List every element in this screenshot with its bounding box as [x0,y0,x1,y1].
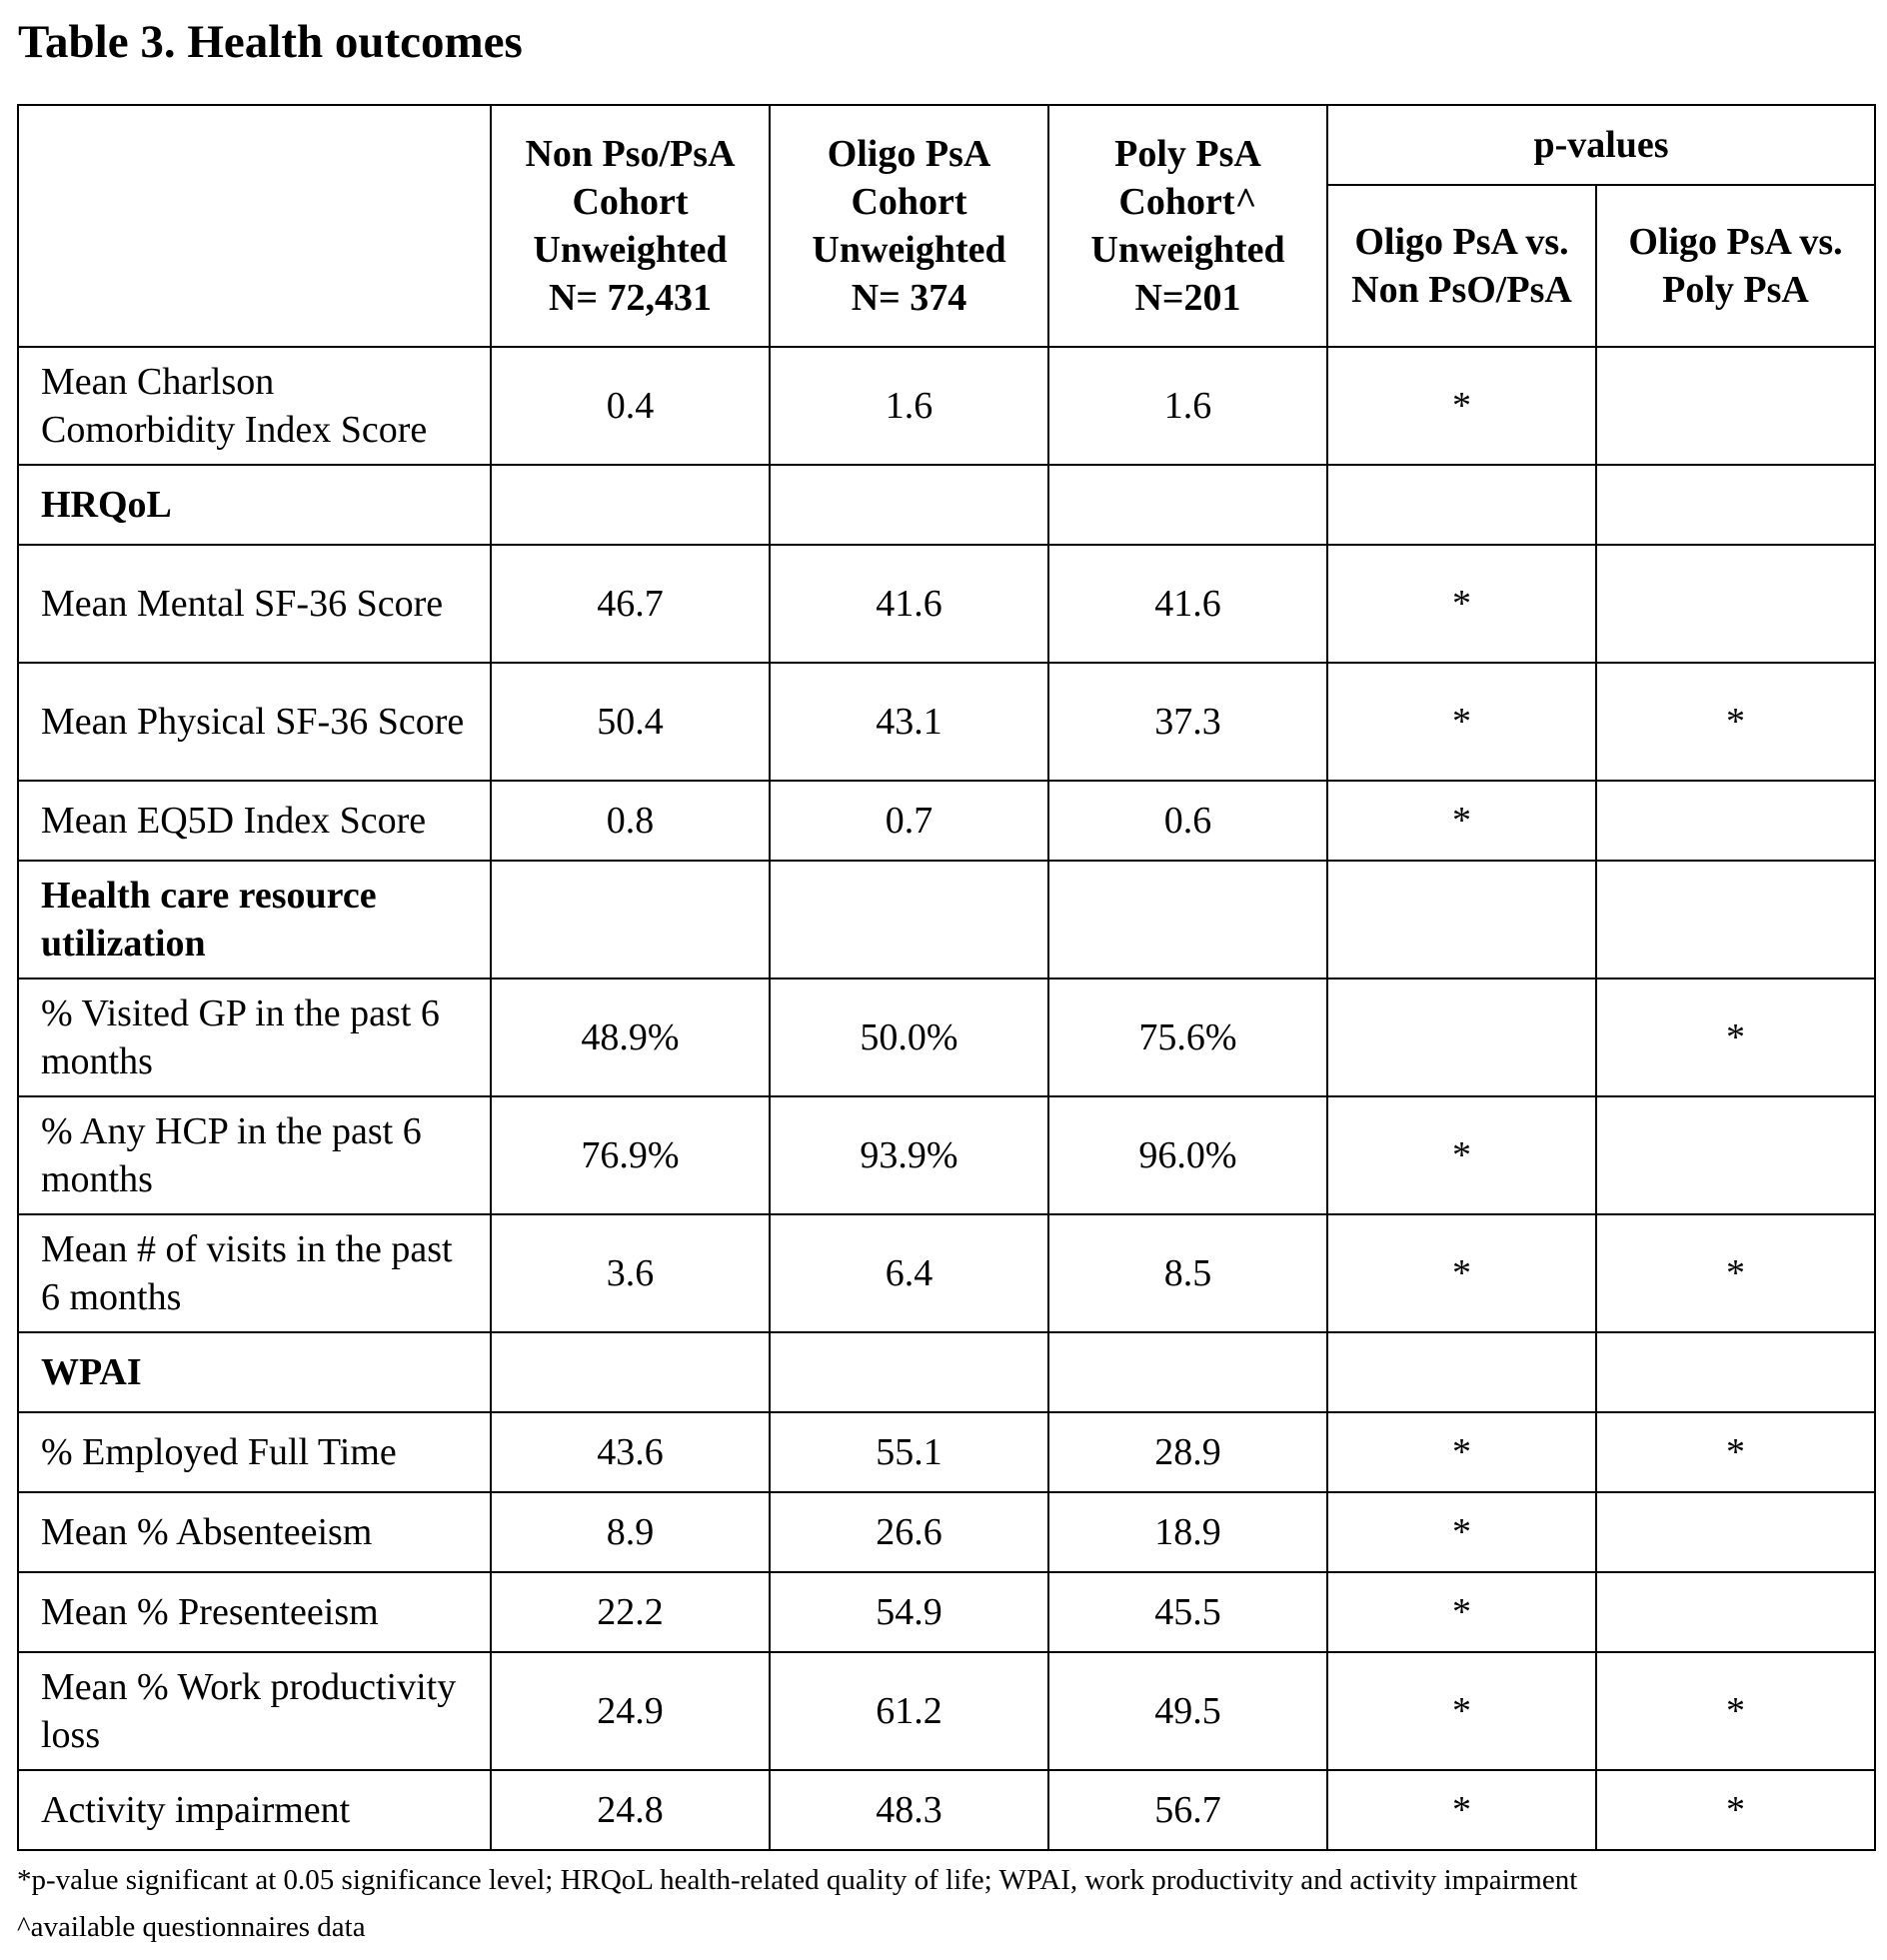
value-poly-psa: 8.5 [1048,1214,1327,1332]
value-oligo-psa: 43.1 [770,663,1048,781]
value-poly-psa: 1.6 [1048,347,1327,465]
p-oligo-vs-poly [1596,861,1875,979]
p-oligo-vs-poly: * [1596,979,1875,1096]
p-oligo-vs-non: * [1327,545,1596,663]
value-poly-psa: 41.6 [1048,545,1327,663]
p-oligo-vs-non: * [1327,1652,1596,1770]
value-non-pso-psa: 3.6 [491,1214,770,1332]
p-oligo-vs-non [1327,861,1596,979]
value-non-pso-psa: 48.9% [491,979,770,1096]
p-oligo-vs-poly [1596,465,1875,545]
table-row [18,979,1875,1096]
row-label: % Employed Full Time [18,1412,491,1492]
value-poly-psa [1048,861,1327,979]
header-oligo-psa: Oligo PsA Cohort Unweighted N= 374 [770,105,1048,347]
p-oligo-vs-non: * [1327,663,1596,781]
value-oligo-psa: 50.0% [770,979,1048,1096]
header-poly-psa: Poly PsA Cohort^ Unweighted N=201 [1048,105,1327,347]
section-row [18,861,1875,979]
p-oligo-vs-non: * [1327,1096,1596,1214]
value-poly-psa: 18.9 [1048,1492,1327,1572]
section-row [18,465,1875,545]
header-corner-cell [18,105,491,347]
table-row [18,781,1875,861]
value-non-pso-psa: 50.4 [491,663,770,781]
p-oligo-vs-non: * [1327,347,1596,465]
value-poly-psa: 75.6% [1048,979,1327,1096]
value-oligo-psa: 6.4 [770,1214,1048,1332]
value-non-pso-psa [491,861,770,979]
row-label: Mean # of visits in the past 6 months [18,1214,491,1332]
p-oligo-vs-non [1327,979,1596,1096]
row-label: Mean % Work productivity loss [18,1652,491,1770]
value-non-pso-psa: 0.8 [491,781,770,861]
table-row [18,1412,1875,1492]
value-non-pso-psa: 0.4 [491,347,770,465]
value-oligo-psa: 48.3 [770,1770,1048,1850]
p-oligo-vs-poly [1596,1572,1875,1652]
table-row [18,1096,1875,1214]
value-oligo-psa: 54.9 [770,1572,1048,1652]
header-p-oligo-vs-non: Oligo PsA vs. Non PsO/PsA [1327,185,1596,347]
table-row [18,1652,1875,1770]
section-row [18,1332,1875,1412]
table-row [18,1770,1875,1850]
p-oligo-vs-poly: * [1596,1652,1875,1770]
value-non-pso-psa: 22.2 [491,1572,770,1652]
table-row [18,1492,1875,1572]
p-oligo-vs-non: * [1327,1572,1596,1652]
footnote-significance: *p-value significant at 0.05 significance level; HRQoL health-related quality of life; WPAI, work productivity and activity impairment [17,1864,1578,1896]
value-poly-psa [1048,1332,1327,1412]
value-non-pso-psa: 43.6 [491,1412,770,1492]
row-label: Mean Charlson Comorbidity Index Score [18,347,491,465]
header-p-oligo-vs-poly: Oligo PsA vs. Poly PsA [1596,185,1875,347]
row-label: Mean EQ5D Index Score [18,781,491,861]
value-oligo-psa: 0.7 [770,781,1048,861]
p-oligo-vs-poly: * [1596,1770,1875,1850]
row-label: % Any HCP in the past 6 months [18,1096,491,1214]
p-oligo-vs-poly [1596,781,1875,861]
value-non-pso-psa [491,1332,770,1412]
p-oligo-vs-poly: * [1596,1214,1875,1332]
header-p-values: p-values [1327,105,1875,185]
value-non-pso-psa: 24.9 [491,1652,770,1770]
p-oligo-vs-poly [1596,1332,1875,1412]
value-oligo-psa: 1.6 [770,347,1048,465]
value-oligo-psa [770,861,1048,979]
row-label: Activity impairment [18,1770,491,1850]
p-oligo-vs-poly [1596,545,1875,663]
value-poly-psa: 56.7 [1048,1770,1327,1850]
p-oligo-vs-poly [1596,1096,1875,1214]
p-oligo-vs-non: * [1327,1412,1596,1492]
p-oligo-vs-non: * [1327,1214,1596,1332]
p-oligo-vs-poly [1596,1492,1875,1572]
value-non-pso-psa [491,465,770,545]
section-label: Health care resource utilization [18,861,491,979]
value-poly-psa [1048,465,1327,545]
p-oligo-vs-poly [1596,347,1875,465]
health-outcomes-table [17,104,1876,1851]
table-row [18,663,1875,781]
table-row [18,545,1875,663]
p-oligo-vs-poly: * [1596,1412,1875,1492]
value-oligo-psa: 61.2 [770,1652,1048,1770]
p-oligo-vs-poly: * [1596,663,1875,781]
table-title: Table 3. Health outcomes [18,16,523,68]
table-row [18,347,1875,465]
p-oligo-vs-non [1327,465,1596,545]
section-label: HRQoL [18,465,491,545]
p-oligo-vs-non [1327,1332,1596,1412]
header-non-pso-psa: Non Pso/PsA Cohort Unweighted N= 72,431 [491,105,770,347]
value-oligo-psa: 41.6 [770,545,1048,663]
p-oligo-vs-non: * [1327,1770,1596,1850]
value-oligo-psa [770,1332,1048,1412]
value-poly-psa: 96.0% [1048,1096,1327,1214]
value-oligo-psa [770,465,1048,545]
value-oligo-psa: 55.1 [770,1412,1048,1492]
footnote-questionnaires: ^available questionnaires data [17,1911,366,1943]
p-oligo-vs-non: * [1327,781,1596,861]
row-label: Mean % Presenteeism [18,1572,491,1652]
table-row [18,1572,1875,1652]
value-non-pso-psa: 24.8 [491,1770,770,1850]
row-label: Mean Physical SF-36 Score [18,663,491,781]
row-label: % Visited GP in the past 6 months [18,979,491,1096]
value-oligo-psa: 93.9% [770,1096,1048,1214]
value-poly-psa: 49.5 [1048,1652,1327,1770]
value-poly-psa: 28.9 [1048,1412,1327,1492]
value-non-pso-psa: 76.9% [491,1096,770,1214]
value-poly-psa: 37.3 [1048,663,1327,781]
value-non-pso-psa: 46.7 [491,545,770,663]
table-row [18,1214,1875,1332]
value-oligo-psa: 26.6 [770,1492,1048,1572]
section-label: WPAI [18,1332,491,1412]
value-non-pso-psa: 8.9 [491,1492,770,1572]
header-row-top [18,105,1875,185]
row-label: Mean Mental SF-36 Score [18,545,491,663]
value-poly-psa: 45.5 [1048,1572,1327,1652]
row-label: Mean % Absenteeism [18,1492,491,1572]
value-poly-psa: 0.6 [1048,781,1327,861]
p-oligo-vs-non: * [1327,1492,1596,1572]
